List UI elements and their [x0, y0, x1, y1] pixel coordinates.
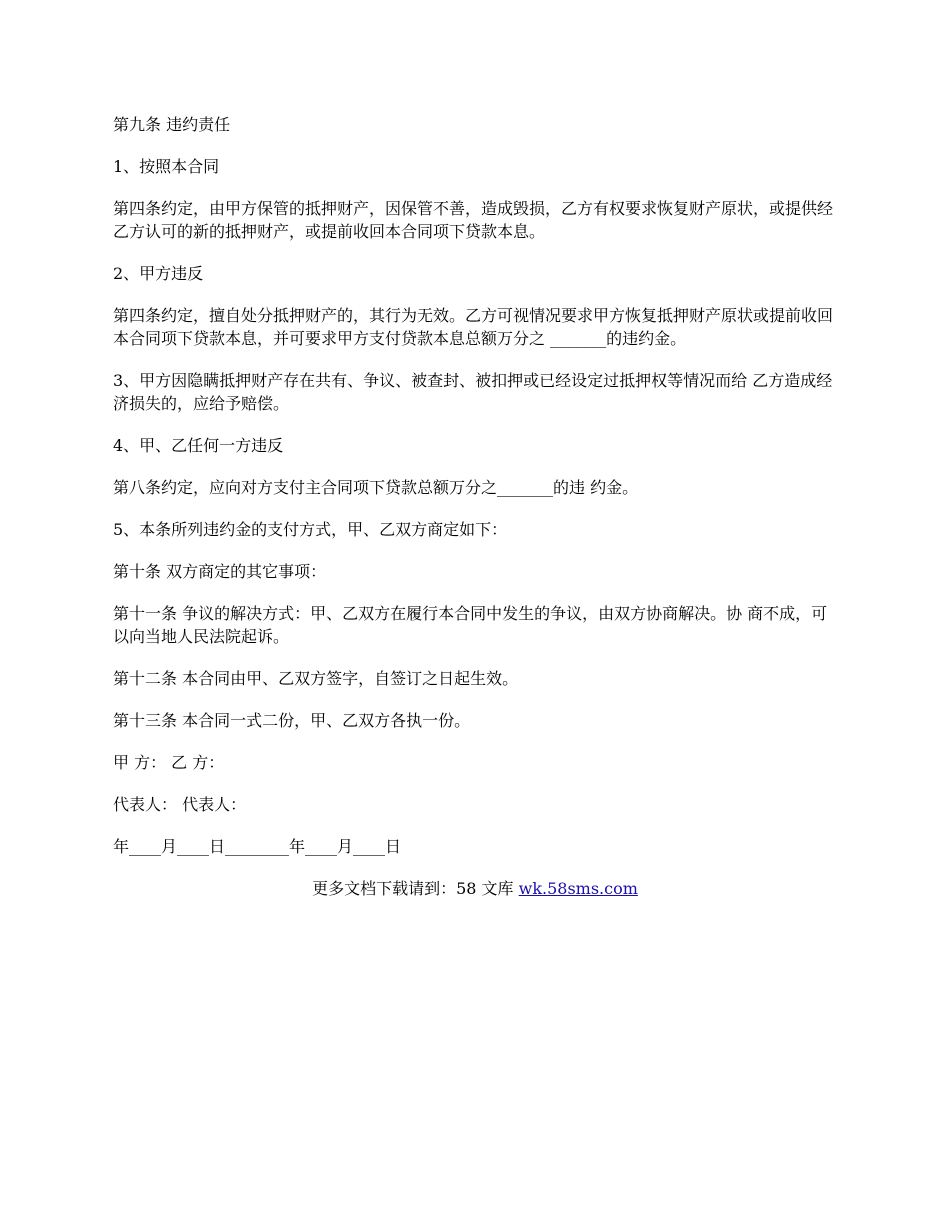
document-body	[113, 113, 840, 877]
download-footer	[0, 877, 950, 900]
article-10: 第十条 双方商定的其它事项：	[113, 562, 327, 581]
party-labels: 甲 方： 乙 方：	[113, 753, 225, 772]
clause-2-body: 第四条约定，擅自处分抵押财产的，其行为无效。乙方可视情况要求甲方恢复抵押财产原状或提前收回本合同项下贷款本息，并可要求甲方支付贷款本息总额万分之 _______的违约金。	[113, 306, 834, 348]
article-9-heading: 第九条 违约责任	[113, 115, 231, 134]
clause-2-intro: 2、甲方违反	[113, 264, 204, 283]
representative-labels: 代表人： 代表人：	[113, 795, 247, 814]
clause-4-body: 第八条约定，应向对方支付主合同项下贷款总额万分之_______的违 约金。	[113, 478, 639, 497]
article-13: 第十三条 本合同一式二份，甲、乙双方各执一份。	[113, 711, 471, 730]
clause-4-intro: 4、甲、乙任何一方违反	[113, 436, 284, 455]
clause-1-body: 第四条约定，由甲方保管的抵押财产，因保管不善，造成毁损，乙方有权要求恢复财产原状，或提供经乙方认可的新的抵押财产，或提前收回本合同项下贷款本息。	[113, 199, 834, 241]
date-line: 年____月____日________年____月____日	[113, 837, 402, 856]
clause-3: 3、甲方因隐瞒抵押财产存在共有、争议、被查封、被扣押或已经设定过抵押权等情况而给 乙方造成经济损失的，应给予赔偿。	[113, 371, 833, 413]
clause-1-intro: 1、按照本合同	[113, 157, 220, 176]
article-12: 第十二条 本合同由甲、乙双方签字，自签订之日起生效。	[113, 669, 519, 688]
footer-link[interactable]: wk.58sms.com	[518, 879, 638, 898]
footer-prefix: 更多文档下载请到：58 文库	[312, 879, 519, 898]
article-11: 第十一条 争议的解决方式：甲、乙双方在履行本合同中发生的争议，由双方协商解决。协 商不成，可以向当地人民法院起诉。	[113, 604, 828, 646]
clause-5: 5、本条所列违约金的支付方式，甲、乙双方商定如下：	[113, 520, 508, 539]
